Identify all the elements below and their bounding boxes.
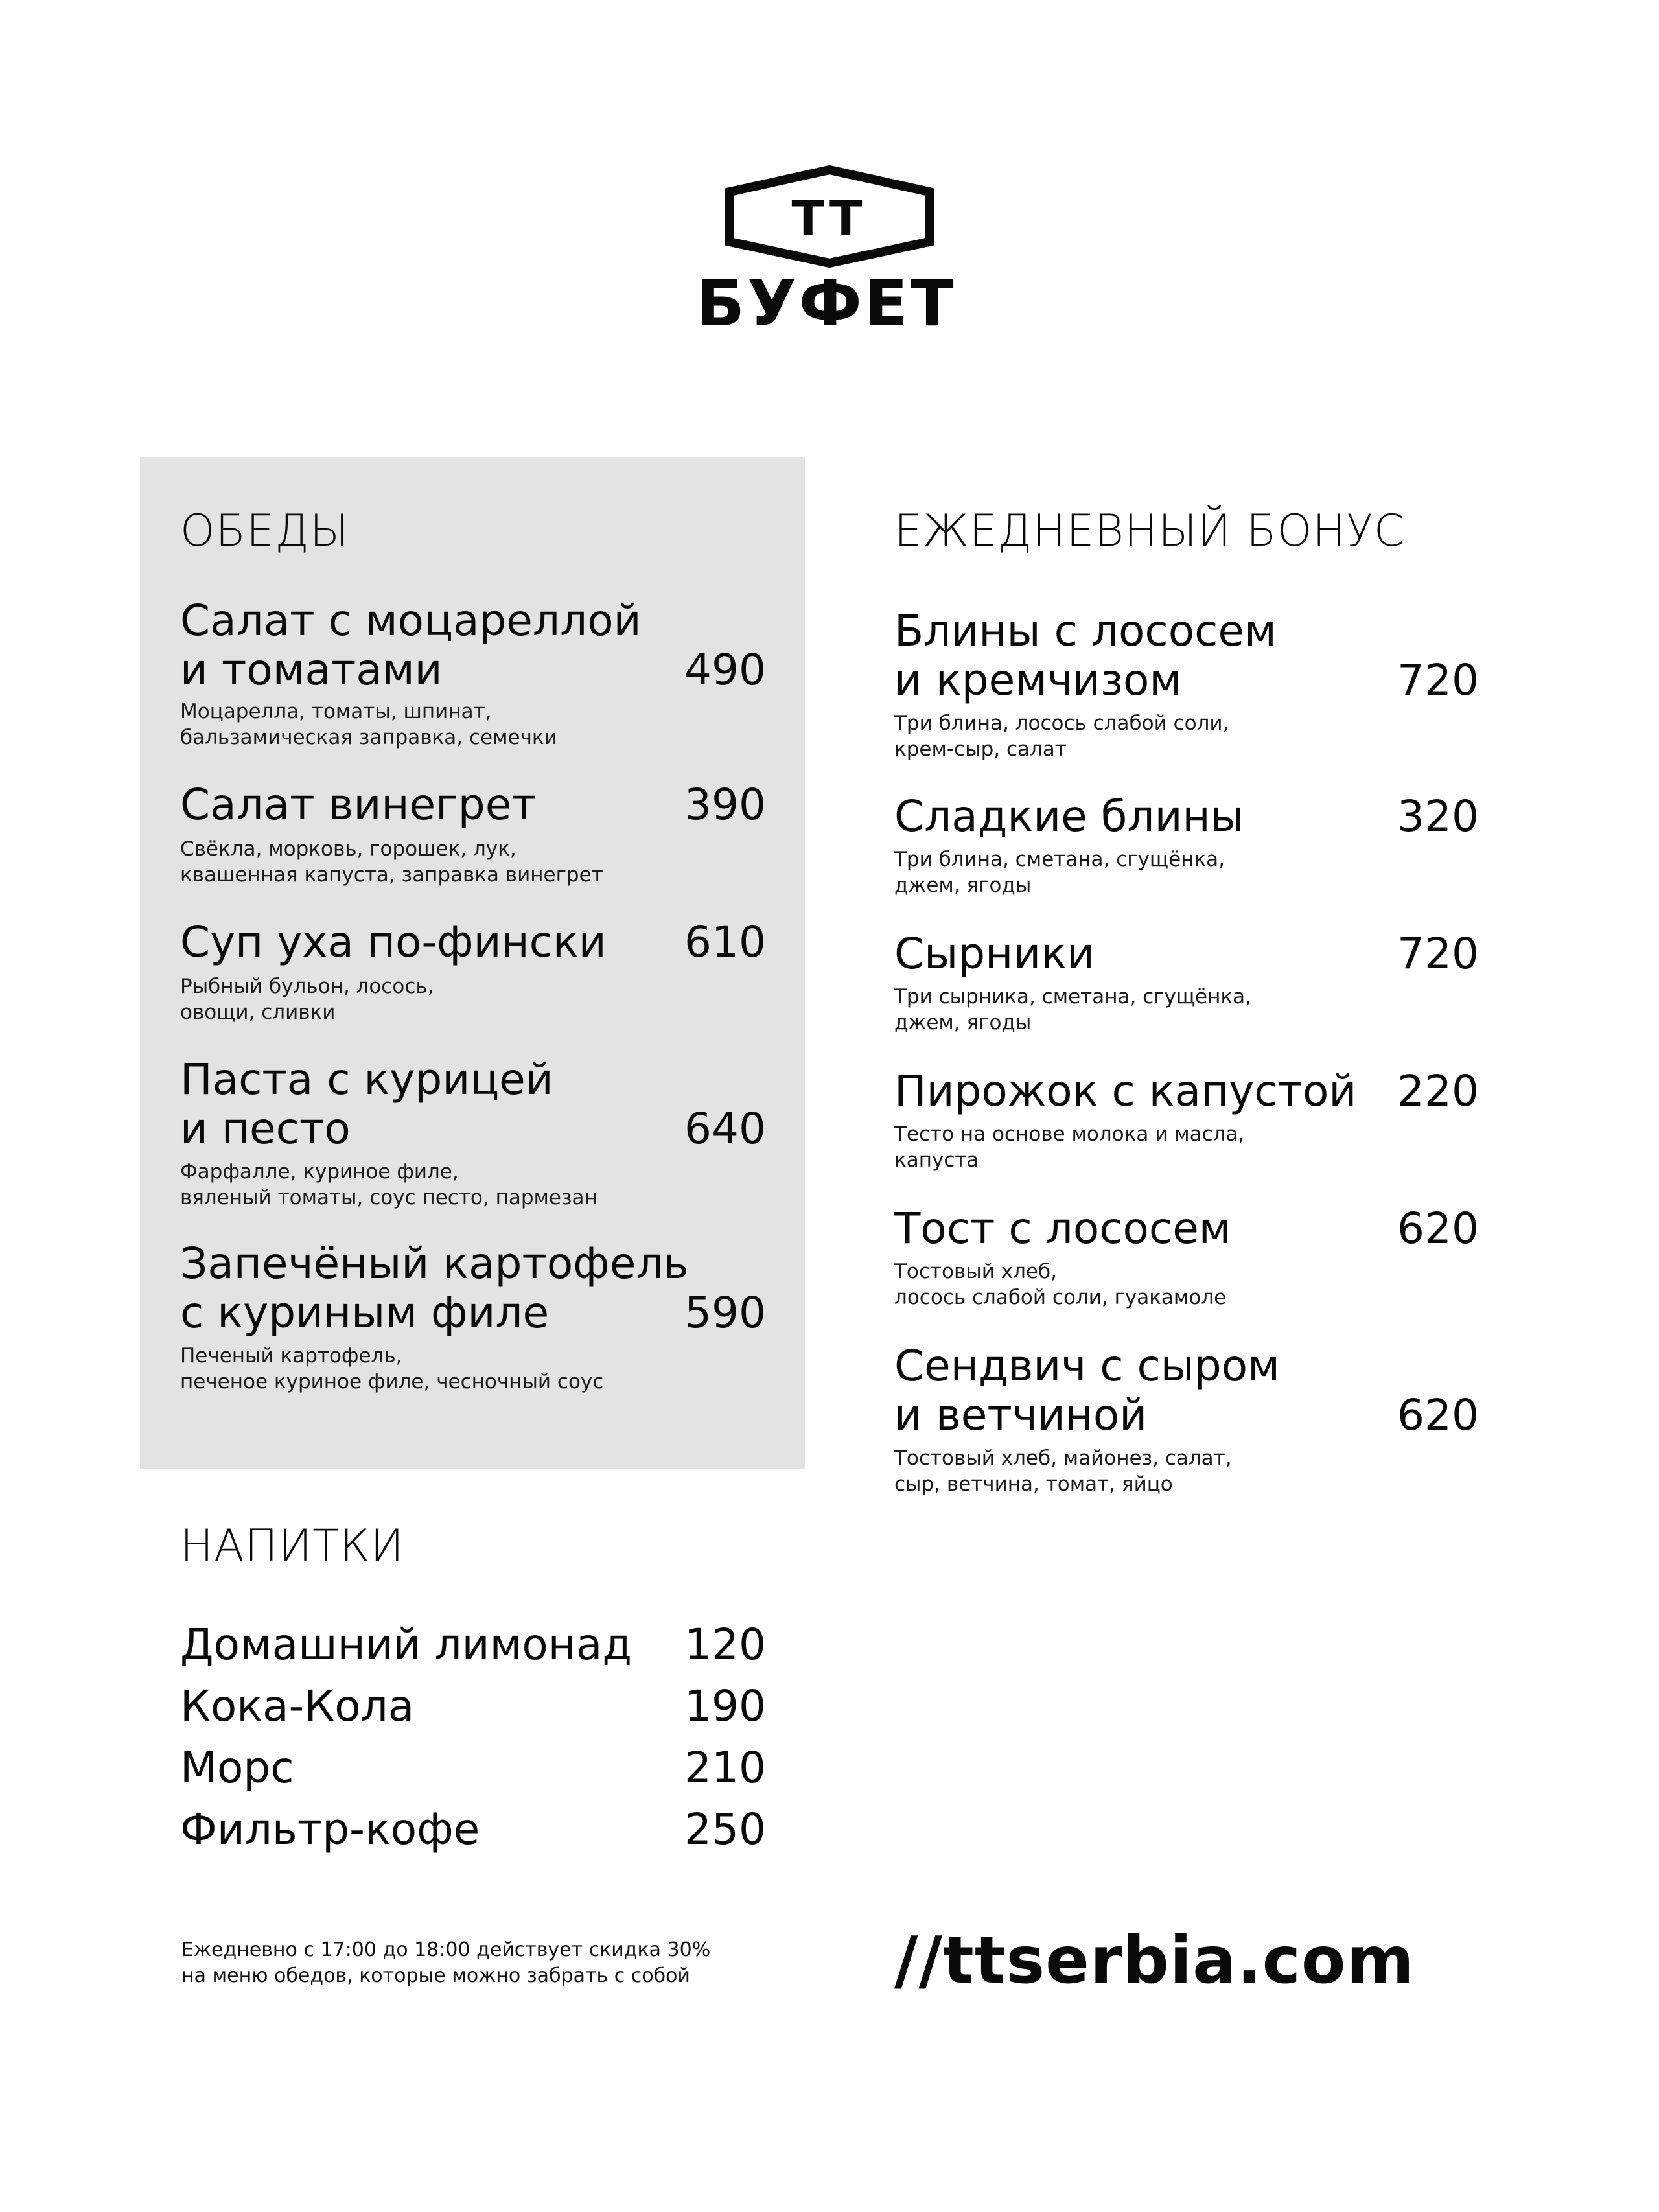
website-link[interactable]: //ttserbia.com (894, 1922, 1415, 1998)
item-title: с куриным филе (180, 1288, 550, 1338)
drink-price: 190 (684, 1681, 766, 1731)
item-title: Паста с курицей (180, 1054, 553, 1104)
item-price: 390 (684, 780, 766, 830)
drink-price: 250 (684, 1804, 766, 1854)
drink-price: 210 (684, 1743, 766, 1793)
item-description: Три сырника, сметана, сгущёнка, (894, 985, 1251, 1008)
drink-price: 120 (684, 1620, 766, 1670)
item-description: джем, ягоды (894, 1011, 1032, 1034)
item-description: Тостовый хлеб, майонез, салат, (894, 1447, 1232, 1470)
item-price: 610 (684, 917, 766, 967)
item-description: овощи, сливки (180, 1001, 336, 1024)
item-description: вяленый томаты, соус песто, пармезан (180, 1186, 597, 1209)
item-title: Пирожок с капустой (894, 1066, 1357, 1116)
item-description: джем, ягоды (894, 874, 1032, 897)
item-description: Тостовый хлеб, (894, 1260, 1057, 1283)
item-price: 640 (684, 1104, 766, 1154)
drink-title: Домашний лимонад (180, 1620, 632, 1670)
drink-title: Морс (180, 1743, 294, 1793)
item-price: 620 (1397, 1204, 1479, 1253)
daily-bonus-heading: ЕЖЕДНЕВНЫЙ БОНУС (894, 506, 1406, 557)
item-description: квашенная капуста, заправка винегрет (180, 863, 603, 887)
item-price: 590 (684, 1288, 766, 1338)
drinks-heading: НАПИТКИ (180, 1520, 404, 1572)
item-title: Сладкие блины (894, 791, 1244, 841)
item-title: Сырники (894, 929, 1095, 979)
item-title: и песто (180, 1104, 351, 1154)
item-title: Блины с лососем (894, 606, 1277, 656)
item-price: 220 (1397, 1066, 1479, 1116)
item-description: печеное куриное филе, чесночный соус (180, 1370, 604, 1393)
item-description: Печеный картофель, (180, 1344, 402, 1368)
item-price: 720 (1397, 929, 1479, 979)
item-description: Свёкла, морковь, горошек, лук, (180, 837, 516, 861)
drink-title: Фильтр-кофе (180, 1804, 480, 1854)
drink-title: Кока-Кола (180, 1681, 415, 1731)
item-title: Суп уха по-фински (180, 917, 607, 967)
item-description: Три блина, лосось слабой соли, (894, 712, 1229, 735)
item-description: Тесто на основе молока и масла, (894, 1123, 1245, 1146)
item-description: Три блина, сметана, сгущёнка, (894, 848, 1225, 871)
item-description: крем-сыр, салат (894, 738, 1067, 761)
item-title: и томатами (180, 645, 443, 695)
brand-title: БУФЕТ (696, 267, 957, 341)
item-description: лосось слабой соли, гуакамоле (894, 1286, 1227, 1309)
item-title: Тост с лососем (894, 1204, 1231, 1253)
item-price: 320 (1397, 791, 1479, 841)
logo-mark: ТТ (791, 191, 868, 246)
item-price: 720 (1397, 655, 1479, 705)
item-title: и кремчизом (894, 655, 1182, 705)
item-description: Рыбный бульон, лосось, (180, 975, 434, 998)
discount-note-line: Ежедневно с 17:00 до 18:00 действует скидка 30% (181, 1938, 711, 1961)
item-description: сыр, ветчина, томат, яйцо (894, 1473, 1173, 1496)
lunches-heading: ОБЕДЫ (180, 506, 349, 557)
item-title: Запечёный картофель (180, 1239, 689, 1288)
item-description: капуста (894, 1148, 979, 1172)
item-description: Моцарелла, томаты, шпинат, (180, 700, 492, 723)
discount-note-line: на меню обедов, которые можно забрать с собой (181, 1964, 690, 1987)
item-title: Сендвич с сыром (894, 1341, 1280, 1391)
item-title: Салат винегрет (180, 780, 537, 830)
item-title: Салат с моцареллой (180, 596, 642, 646)
item-price: 490 (684, 645, 766, 695)
item-title: и ветчиной (894, 1390, 1148, 1440)
item-description: Фарфалле, куриное филе, (180, 1160, 459, 1183)
item-description: бальзамическая заправка, семечки (180, 726, 557, 749)
item-price: 620 (1397, 1390, 1479, 1440)
